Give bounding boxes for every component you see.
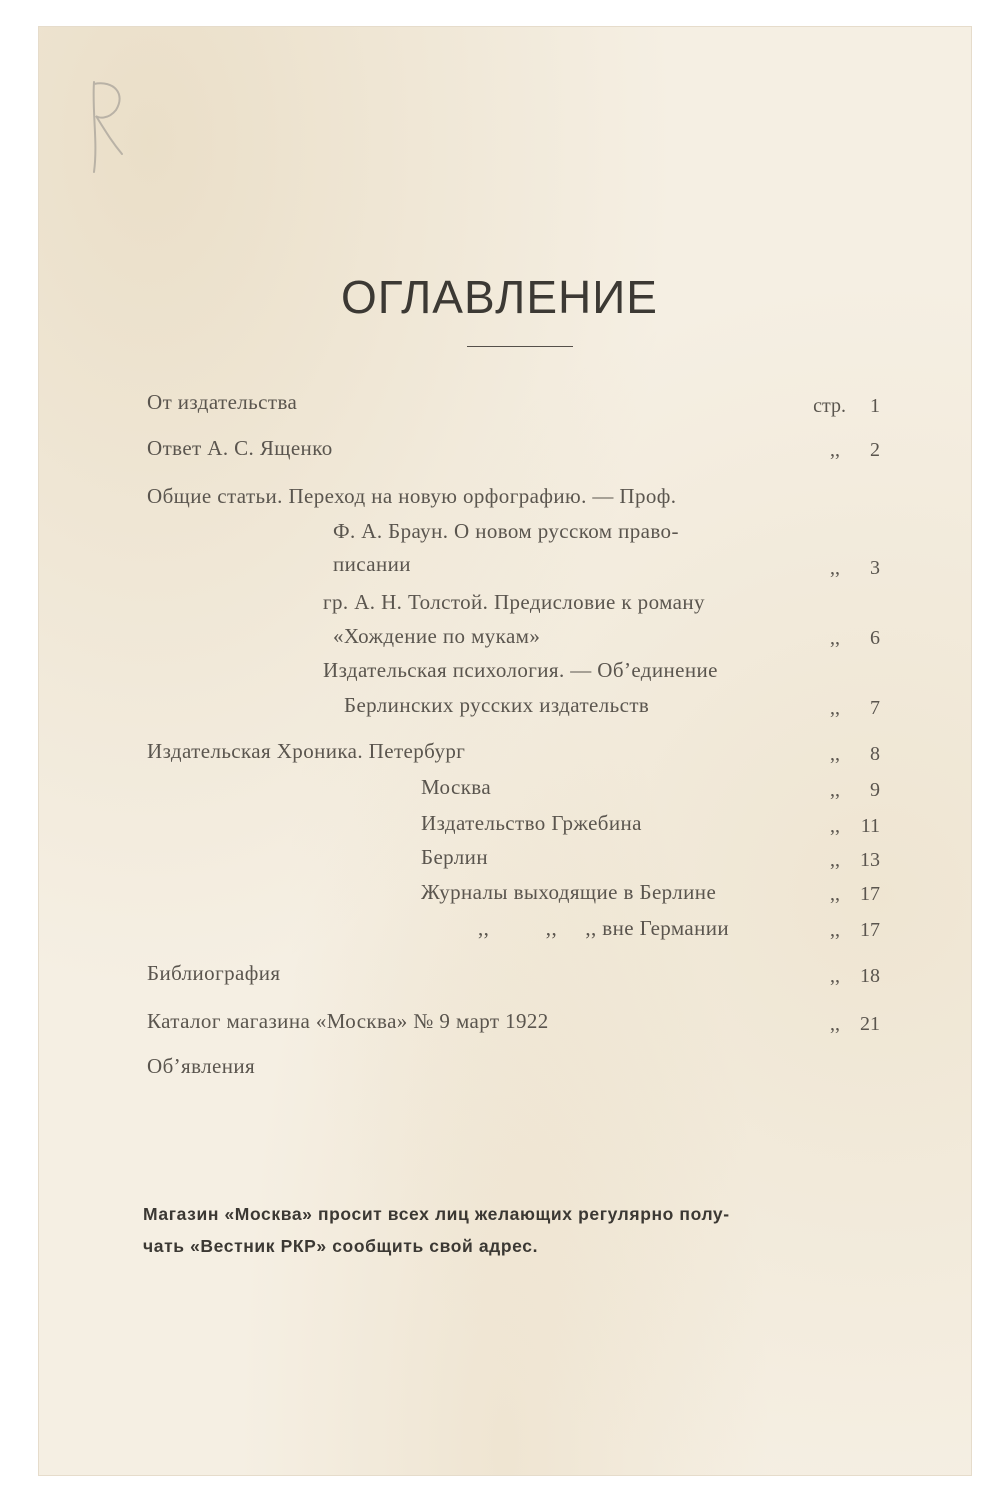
toc-entry-page: 17 [860, 919, 880, 941]
toc-entry-page: 18 [860, 965, 880, 987]
toc-entry-marker: ,, [830, 697, 840, 719]
toc-entry-page: 17 [860, 883, 880, 905]
page-title: ОГЛАВЛЕНИЕ [341, 271, 658, 323]
toc-entry-page: 6 [870, 627, 880, 649]
pencil-mark [64, 72, 144, 182]
toc-entry-text: Издательство Гржебина [421, 811, 642, 835]
toc-entry-page: 7 [870, 697, 880, 719]
toc-entry-marker: ,, [830, 557, 840, 579]
toc-entry-text: Ф. А. Браун. О новом русском право- [333, 519, 679, 543]
toc-entry-text: Журналы выходящие в Берлине [421, 880, 717, 904]
toc-entry-text: Каталог магазина «Москва» № 9 март 1922 [147, 1009, 549, 1033]
notice-line: чать «Вестник РКР» сообщить свой адрес. [143, 1236, 539, 1256]
toc-entry-page: 13 [860, 849, 880, 871]
toc-entry-text: Берлинских русских издательств [344, 693, 650, 717]
toc-entry-marker: ,, [830, 439, 840, 461]
toc-entry-marker: ,, [830, 743, 840, 765]
toc-entry-marker: ,, [830, 779, 840, 801]
title-rule [467, 346, 573, 347]
toc-entry-text: Общие статьи. Переход на новую орфографию. — Проф. [147, 484, 677, 508]
toc-entry-marker: ,, [830, 919, 840, 941]
toc-entry-page: 21 [860, 1013, 880, 1035]
toc-entry-page: 11 [860, 815, 880, 837]
toc-entry-page: 2 [870, 439, 880, 461]
notice-line: Магазин «Москва» просит всех лиц желающих регулярно полу- [143, 1204, 730, 1224]
toc-entry-marker: ,, [830, 965, 840, 987]
toc-entry-text: Издательская психология. — Об’единение [323, 658, 718, 682]
toc-entry-marker: стр. [813, 395, 846, 417]
toc-entry-marker: ,, [830, 883, 840, 905]
toc-entry-text: Москва [421, 775, 492, 799]
toc-entry-text: Берлин [421, 845, 488, 869]
toc-entry-marker: ,, [830, 849, 840, 871]
toc-entry-text: Ответ А. С. Ященко [147, 436, 333, 460]
toc-entry-page: 3 [870, 557, 880, 579]
toc-entry-page: 9 [870, 779, 880, 801]
toc-entry-marker: ,, [830, 627, 840, 649]
toc-entry-text: Библиография [147, 961, 281, 985]
toc-entry-marker: ,, [830, 815, 840, 837]
toc-entry-text: писании [333, 552, 411, 576]
toc-entry-text: Об’явления [147, 1054, 256, 1078]
toc-entry-marker: ,, [830, 1013, 840, 1035]
toc-entry-page: 8 [870, 743, 880, 765]
toc-entry-text: От издательства [147, 390, 298, 414]
toc-entry-text: Издательская Хроника. Петербург [147, 739, 466, 763]
toc-entry-text: ,, ,, ,, вне Германии [478, 916, 730, 940]
toc-entry-text: гр. А. Н. Толстой. Предисловие к роману [323, 590, 705, 614]
toc-entry-text: «Хождение по мукам» [333, 624, 541, 648]
toc-entry-page: 1 [870, 395, 880, 417]
